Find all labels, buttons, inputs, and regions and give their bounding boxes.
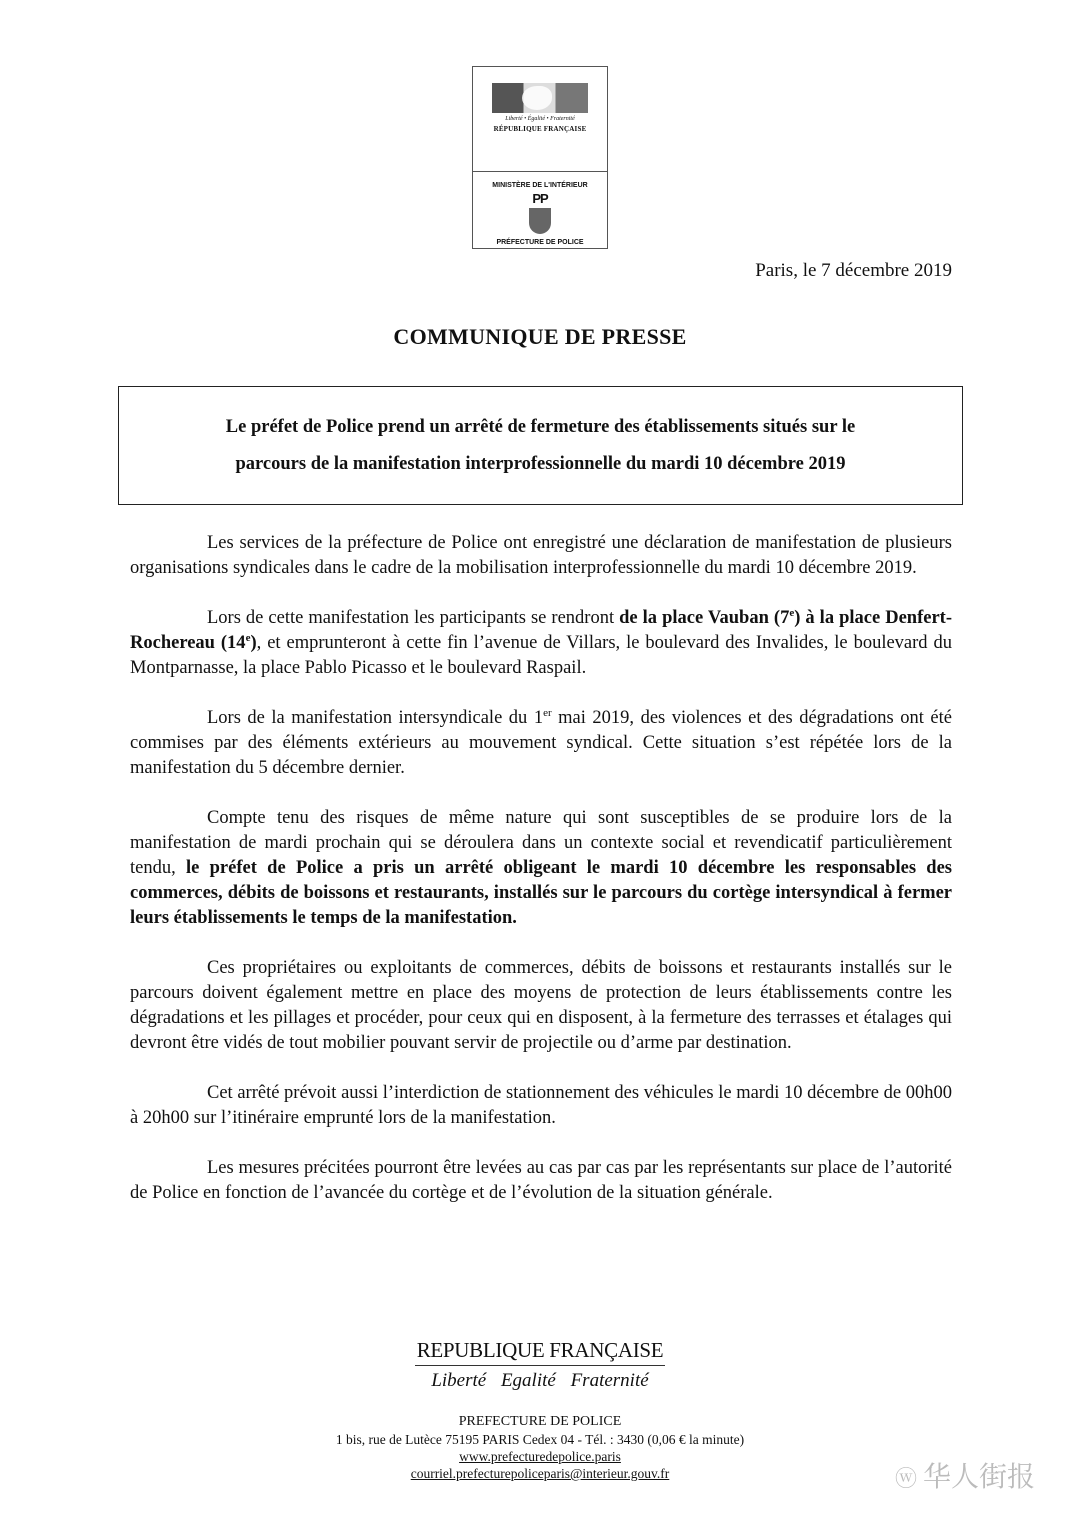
watermark-text: 华人街报 [923,1460,1036,1493]
headline-box [118,386,963,505]
logo-motto: Liberté • Égalité • Fraternité [505,116,575,122]
text: de la place Vauban (7 [619,608,790,628]
document-date: Paris, le 7 décembre 2019 [755,260,952,281]
text: , et emprunteront à cette fin l’avenue de Villars, le boulevard des Invalides, le boulevard du Montparnasse, la place Pablo Picasso et le boulevard Raspail. [130,633,952,678]
text: Lors de la manifestation intersyndicale du 1 [207,708,544,728]
paragraph-3 [130,706,952,781]
logo-ministry: MINISTÈRE DE L'INTÉRIEUR [492,182,588,189]
shield-icon [529,208,551,234]
text: Compte tenu des risques de même nature qui sont susceptibles de se produire lors de la manifestation de mardi prochain qui se déroulera dans un contexte social et revendicatif particulièrement tendu, [130,808,952,878]
document-body [130,531,952,1231]
text: mai 2019, des violences et des dégradations ont été commises par des éléments extérieurs au mouvement syndical. Cette situation s’est répétée lors de la manifestation du 5 décembre dernier. [130,708,952,778]
headline-line-1: Le préfet de Police prend un arrêté de fermeture des établissements situés sur le [225,417,856,437]
footer-motto: Liberté Egalité Fraternité [431,1370,649,1391]
logo-republic: RÉPUBLIQUE FRANÇAISE [493,125,587,133]
bold-text: le préfet de Police a pris un arrêté obligeant le mardi 10 décembre les responsables des commerces, débits de boissons et restaurants, installés sur le parcours du cortège intersyndical à fermer leurs établissements le temps de la manifestation. [130,858,952,928]
footer-address: 1 bis, rue de Lutèce 75195 PARIS Cedex 04 - Tél. : 3430 (0,06 € la minute) [335,1432,745,1447]
superscript: er [543,706,552,719]
marianne-flag-icon [492,83,588,113]
marianne-block [473,83,607,172]
prefecture-logo [472,66,608,249]
logo-monogram: PP [532,191,548,206]
website-link[interactable]: www.prefecturedepolice.paris [459,1449,621,1464]
text: ) à la place Denfert-Rochereau (14 [130,608,952,653]
paragraph-7: Les mesures précitées pourront être levées au cas par cas par les représentants sur place de l’autorité de Police en fonction de l’avancée du cortège et de l’évolution de la situation générale. [130,1158,952,1203]
paragraph-4 [130,806,952,931]
footer-republic: REPUBLIQUE FRANÇAISE [415,1338,666,1366]
paragraph-5: Ces propriétaires ou exploitants de commerces, débits de boissons et restaurants installés sur le parcours doivent également mettre en place des moyens de protection de leurs établissements contre les dégradations et les pillages et procéder, pour ceux qui en disposent, à la fermeture des terrasses et étalages qui devront être vidés de tout mobilier pouvant servir de projectile ou d’arme par destination. [130,958,952,1053]
paragraph-2 [130,606,952,681]
page-title: COMMUNIQUE DE PRESSE [393,324,687,349]
ministry-block [473,182,607,247]
email-link[interactable]: courriel.prefecturepoliceparis@interieur.gouv.fr [410,1466,670,1481]
paragraph-1: Les services de la préfecture de Police ont enregistré une déclaration de manifestation de plusieurs organisations syndicales dans le cadre de la mobilisation interprofessionnelle du mardi 10 décembre 2019. [130,533,952,578]
text: ) [250,633,257,653]
watermark [895,1455,1035,1495]
headline-line-2: parcours de la manifestation interprofessionnelle du mardi 10 décembre 2019 [235,454,846,474]
text: Lors de cette manifestation les participants se rendront [207,608,620,628]
wechat-icon: ⓦ [895,1467,918,1492]
superscript: e [789,606,795,619]
footer-prefecture: PREFECTURE DE POLICE [458,1414,622,1429]
logo-prefecture: PRÉFECTURE DE POLICE [496,239,584,246]
paragraph-6: Cet arrêté prévoit aussi l’interdiction de stationnement des véhicules le mardi 10 décembre de 00h00 à 20h00 sur l’itinéraire emprunté lors de la manifestation. [130,1083,952,1128]
superscript: e [245,631,251,644]
